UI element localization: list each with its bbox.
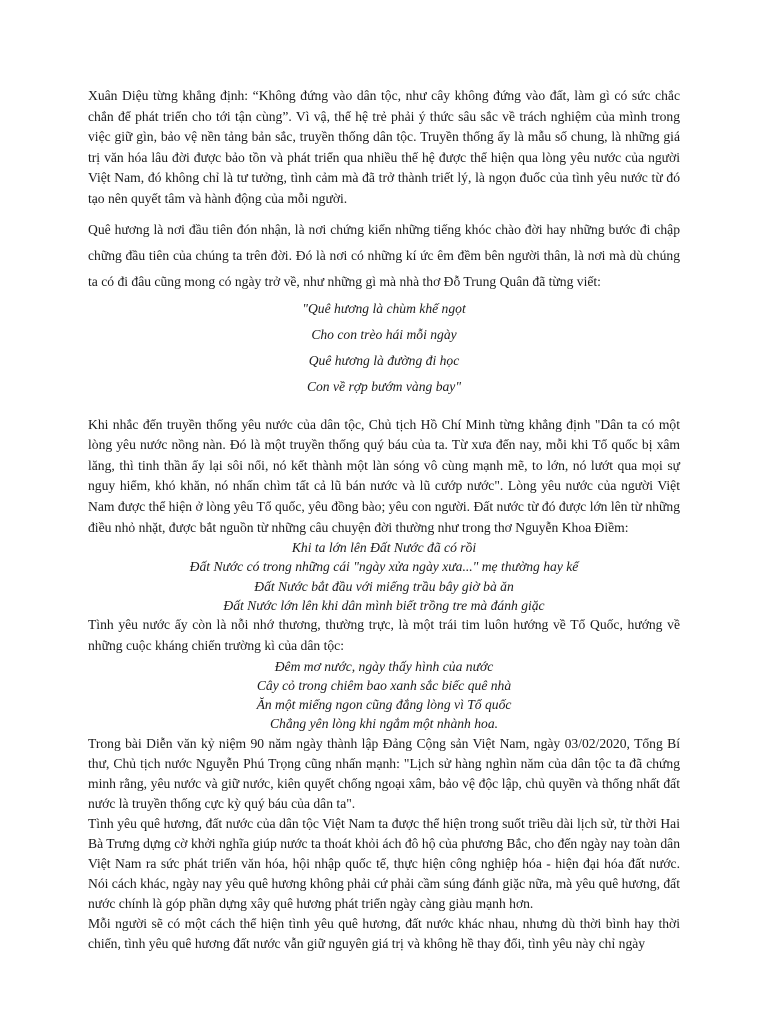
poem-line: Đất Nước lớn lên khi dân mình biết trồng tre mà đánh giặc bbox=[223, 598, 545, 614]
poem-line: Khi ta lớn lên Đất Nước đã có rồi bbox=[291, 540, 477, 556]
paragraph-history: Tình yêu quê hương, đất nước của dân tộc Việt Nam ta được thể hiện trong suốt triều dài lịch sử, từ thời Hai Bà Trưng dựng cờ khởi nghĩa giúp nước ta thoát khỏi ách đô hộ của phương Bắc, cho đến ngày nay toàn dân Việt Nam ra sức phát triển văn hóa, hội nhập quốc tế, thực hiện công nghiệp hóa - hiện đại hóa đất nước. Nói cách khác, ngày nay yêu quê hương không phải cứ phải cầm súng đánh giặc nữa, mà yêu quê hương, đất nước chính là góp phần dựng xây quê hương phát triển ngày càng giàu mạnh hơn. bbox=[88, 815, 680, 911]
paragraph-intro: Xuân Diệu từng khẳng định: “Không đứng vào dân tộc, như cây không đứng vào đất, làm gì có sức chắc chắn để phát triển cho tới tận cùng”. Vì vậ, thế hệ trẻ phải ý thức sâu sắc về trách nghiệm của mình trong việc giữ gìn, bảo vệ nền tảng bản sắc, truyền thống dân tộc. Truyền thống ấy là mẫu số chung, là những giá trị văn hóa lâu đời được bảo tồn và phát triển qua nhiều thế hệ được thể hiện qua lòng yêu nước của người Việt Nam, đó không chỉ là tư tưởng, tình cảm mà đã trở thành triết lý, là ngọn đuốc của tình yêu nước từ đó tạo nên quyết tâm và hành động của mỗi người. bbox=[88, 88, 680, 206]
poem-line: Đất Nước có trong những cái "ngày xửa ngày xưa..." mẹ thường hay kể bbox=[189, 559, 579, 575]
poem-line: Đất Nước bắt đầu với miếng trầu bây giờ bà ăn bbox=[254, 578, 514, 594]
paragraph-ho-chi-minh: Khi nhắc đến truyền thống yêu nước của dân tộc, Chủ tịch Hồ Chí Minh từng khẳng định "Dân ta có một lòng yêu nước nồng nàn. Đó là một truyền thống quý báu của ta. Từ xưa đến nay, mỗi khi Tổ quốc bị xâm lăng, thì tinh thần ấy lại sôi nổi, nó kết thành một làn sóng vô cùng mạnh mẽ, to lớn, nó lướt qua mọi sự nguy hiểm, khó khăn, nó nhấn chìm tất cả lũ bán nước và lũ cướp nước". Lòng yêu nước của người Việt Nam được thể hiện ở lòng yêu Tổ quốc, yêu đồng bào; yêu con người. Đất nước từ đó được lớn lên từ những điều nhỏ nhặt, được bắt nguồn từ những câu chuyện đời thường như trong thơ Nguyễn Khoa Điềm: bbox=[88, 416, 680, 535]
poem-line: Quê hương là đường đi học bbox=[308, 352, 460, 368]
poem-line: Cây cỏ trong chiêm bao xanh sắc biếc quê nhà bbox=[256, 677, 512, 693]
poem-line: Con về rợp bướm vàng bay" bbox=[306, 378, 462, 394]
paragraph-conclusion: Mỗi người sẽ có một cách thể hiện tình yêu quê hương, đất nước khác nhau, nhưng dù thời bình hay thời chiến, tình yêu quê hương đất nước vẫn giữ nguyên giá trị và không hề thay đổi, tình yêu này chỉ ngày bbox=[88, 915, 680, 951]
paragraph-speech: Trong bài Diễn văn kỷ niệm 90 năm ngày thành lập Đảng Cộng sản Việt Nam, ngày 03/02/2020, Tổng Bí thư, Chủ tịch nước Nguyễn Phú Trọng cũng nhấn mạnh: "Lịch sử hàng nghìn năm của dân tộc ta đã chứng minh rằng, yêu nước và giữ nước, kiên quyết chống ngoại xâm, bảo vệ độc lập, chủ quyền và thống nhất đất nước là truyền thống cực kỳ quý báu của dân ta". bbox=[88, 735, 680, 811]
paragraph-patriotism: Tình yêu nước ấy còn là nỗi nhớ thương, thường trực, là một trái tim luôn hướng về Tổ Quốc, hướng về những cuộc kháng chiến trường kì của dân tộc: bbox=[88, 617, 680, 653]
poem-line: Chẳng yên lòng khi ngắm một nhành hoa. bbox=[269, 716, 499, 732]
poem-nguyen-khoa-diem bbox=[88, 538, 680, 615]
poem-line: Đêm mơ nước, ngày thấy hình của nước bbox=[274, 658, 494, 674]
poem-line: Ăn một miếng ngon cũng đắng lòng vì Tổ quốc bbox=[256, 697, 512, 713]
paragraph-homeland: Quê hương là nơi đầu tiên đón nhận, là nơi chứng kiến những tiếng khóc chào đời hay những bước đi chập chững đầu tiên của chúng ta trên đời. Đó là nơi có những kí ức êm đềm bên người thân, là nơi mà dù chúng ta có đi đâu cũng mong có ngày trở về, như những gì mà nhà thơ Đỗ Trung Quân đã từng viết: bbox=[88, 221, 680, 289]
document-body bbox=[88, 86, 680, 954]
poem-do-trung-quan bbox=[88, 296, 680, 400]
poem-line: Cho con trèo hái mỗi ngày bbox=[311, 326, 457, 342]
poem-longing bbox=[88, 657, 680, 734]
poem-line: "Quê hương là chùm khế ngọt bbox=[302, 300, 466, 316]
